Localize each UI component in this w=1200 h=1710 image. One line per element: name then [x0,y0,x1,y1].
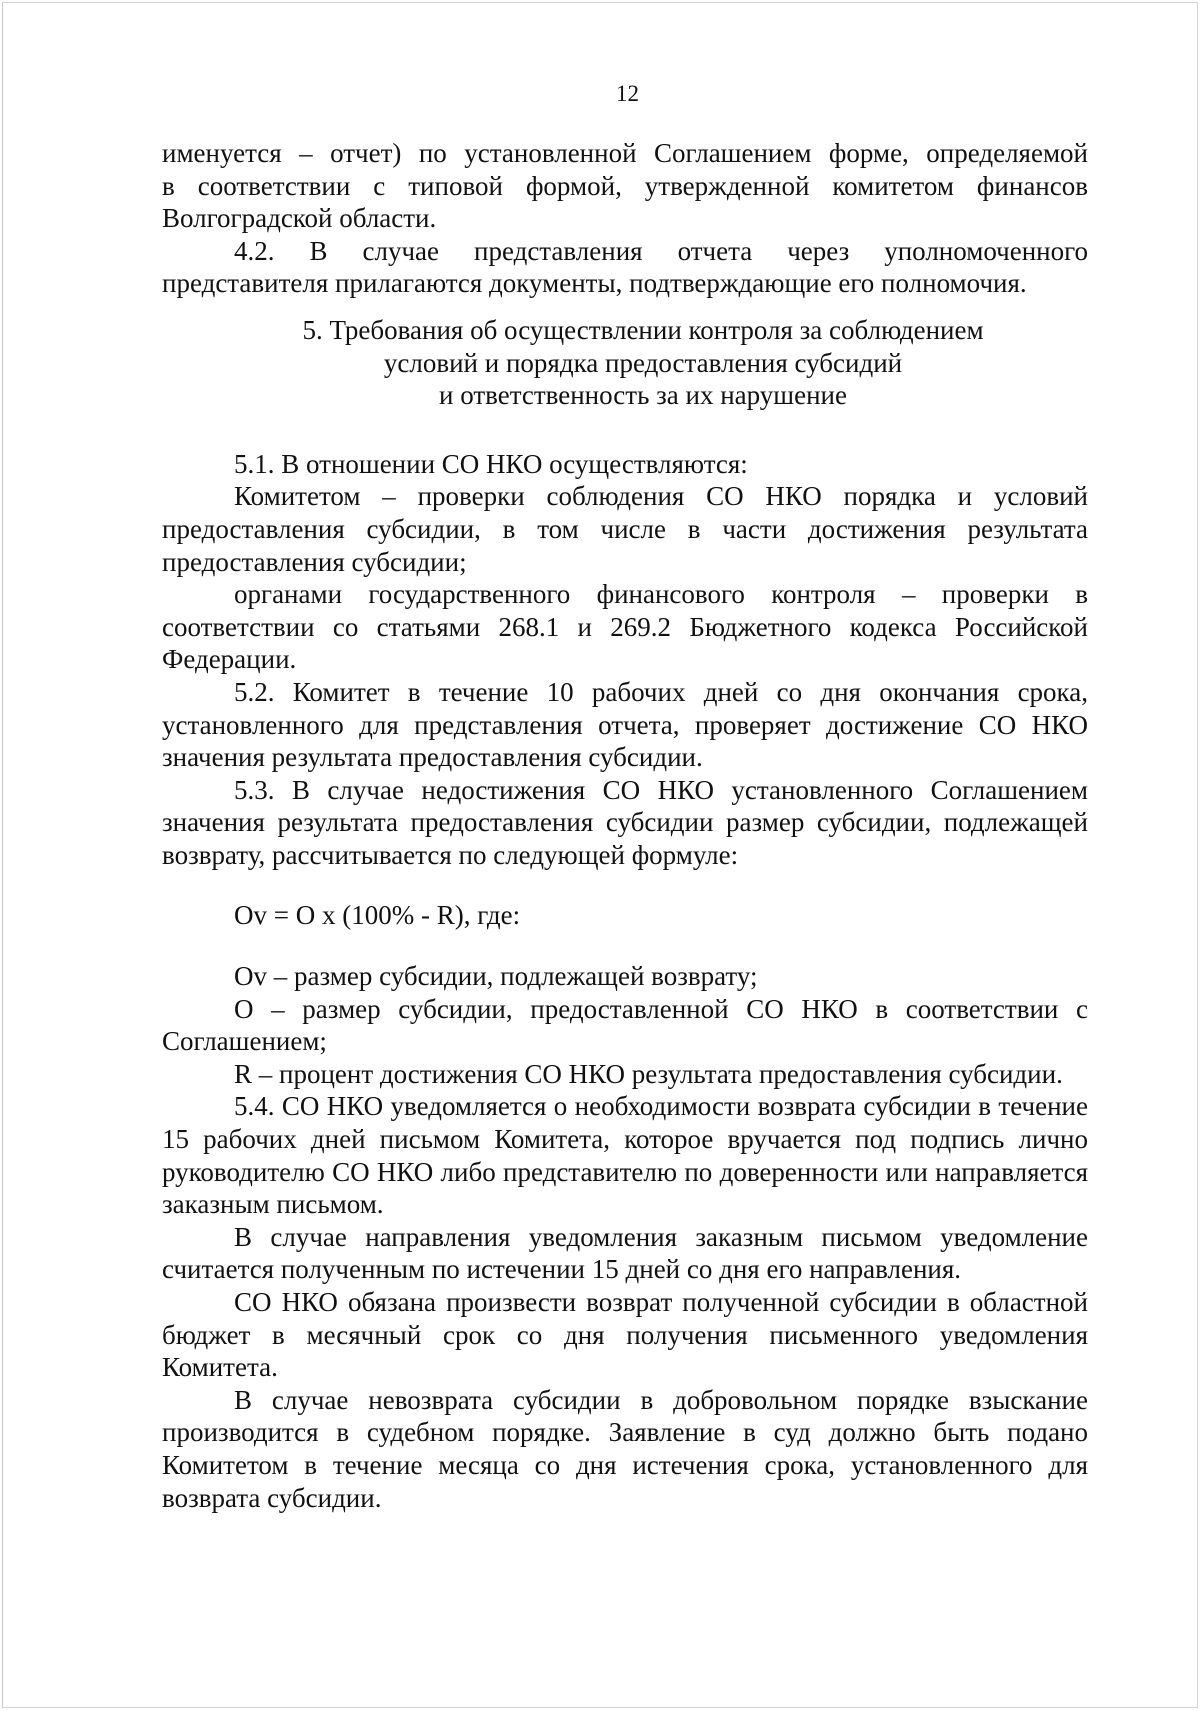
paragraph-4-2-line-2: представителя прилагаются документы, подтверждающие его полномочия. [162,268,1027,299]
document-body [162,137,1088,1514]
paragraph-continuation [162,137,1088,235]
continuation-line-1: именуется – отчет) по установленной Соглашением форме, определяемой [162,138,1088,168]
paragraph-5-2: 5.2. Комитет в течение 10 рабочих дней со дня окончания срока, установленного для представления отчета, проверяет достижение СО НКО значения результата предоставления субсидии. [162,676,1088,773]
page-number: 12 [616,81,639,106]
definition-ov: Ov – размер субсидии, подлежащей возврату; [234,961,758,992]
paragraph-5-3: 5.3. В случае недостижения СО НКО установленного Соглашением значения результата предоставления субсидии размер субсидии, подлежащей возврату, рассчитывается по следующей формуле: [162,774,1088,870]
definition-o: O – размер субсидии, предоставленной СО НКО в соответствии с Соглашением; [162,993,1088,1057]
section-5-heading-line-2: условий и порядка предоставления субсидий [383,347,903,378]
continuation-line-3: Волгоградской области. [162,203,437,234]
paragraph-refund-obligation: СО НКО обязана произвести возврат полученной субсидии в областной бюджет в месячный срок со дня получения письменного уведомления Комитета. [162,1287,1088,1383]
paragraph-state-financial-control: органами государственного финансового контроля – проверки в соответствии со статьями 268.1 и 269.2 Бюджетного кодекса Российской Федерации. [162,579,1088,675]
section-5-heading [162,314,1088,412]
section-5-heading-line-3: и ответственность за их нарушение [439,380,847,411]
paragraph-registered-mail: В случае направления уведомления заказным письмом уведомление считается полученным по истечении 15 дней со дня его направления. [162,1221,1088,1285]
definition-r: R – процент достижения СО НКО результата предоставления субсидии. [234,1058,1063,1089]
continuation-line-2: в соответствии с типовой формой, утвержденной комитетом финансов [162,170,1088,201]
paragraph-4-2-line-1: 4.2. В случае представления отчета через уполномоченного [234,235,1088,266]
paragraph-4-2 [162,235,1088,300]
paragraph-committee-checks: Комитетом – проверки соблюдения СО НКО порядка и условий предоставления субсидии, в том числе в части достижения результата предоставления субсидии; [162,481,1088,577]
paragraph-5-4: 5.4. СО НКО уведомляется о необходимости возврата субсидии в течение 15 рабочих дней письмом Комитета, которое вручается под подпись лично руководителю СО НКО либо представителю по доверенности или направляется заказным письмом. [162,1091,1088,1220]
paragraph-court-recovery: В случае невозврата субсидии в добровольном порядке взыскание производится в судебном порядке. Заявление в суд должно быть подано Комитетом в течение месяца со дня истечения срока, установленного для возврата субсидии. [162,1384,1088,1513]
section-5-heading-line-1: 5. Требования об осуществлении контроля за соблюдением [302,314,984,345]
refund-formula: Ov = O x (100% - R), где: [234,900,521,931]
paragraph-5-1: 5.1. В отношении СО НКО осуществляются: [234,448,748,479]
